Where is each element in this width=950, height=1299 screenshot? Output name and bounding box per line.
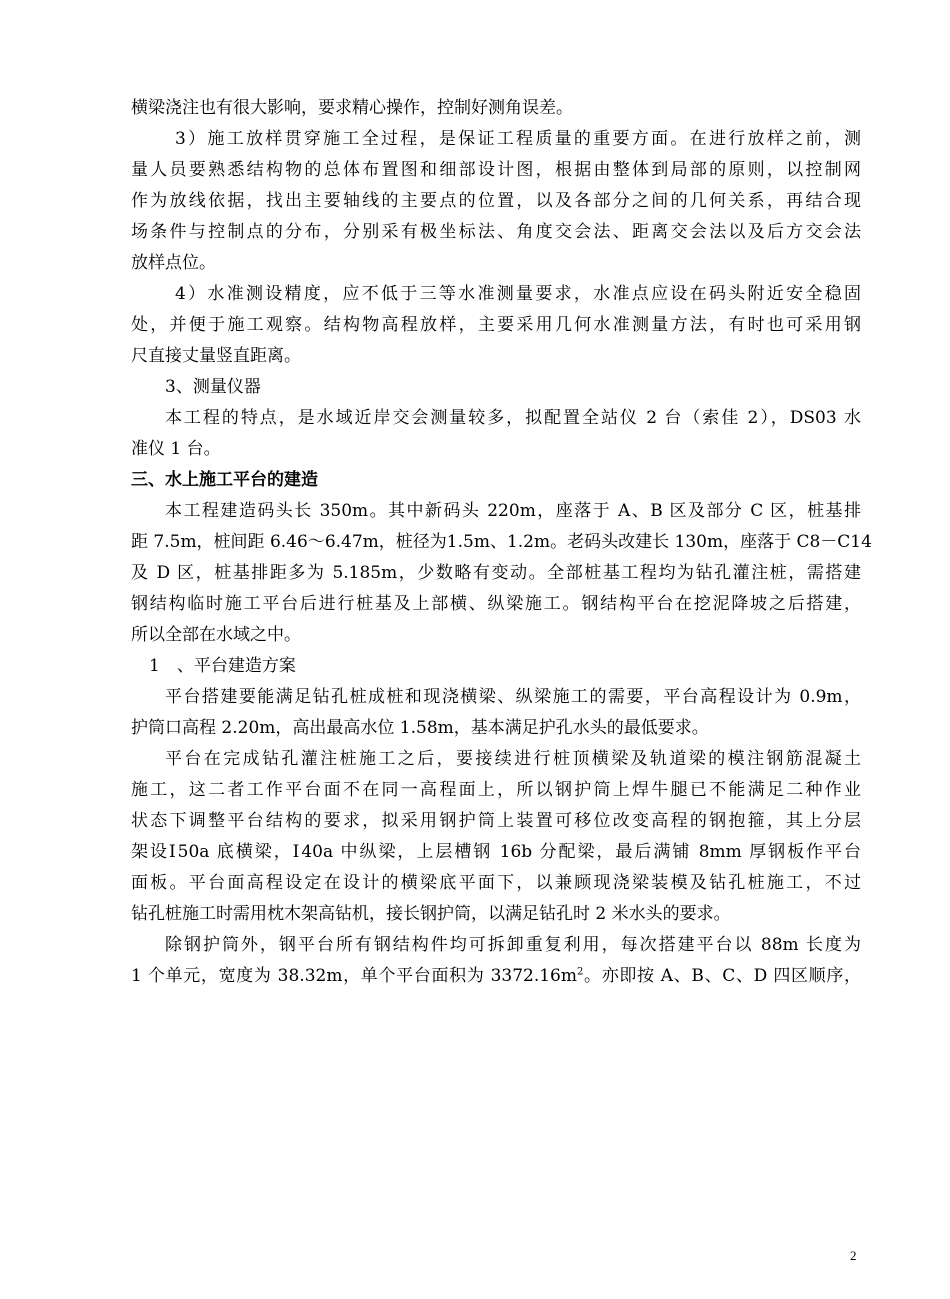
text-line: 面板。平台面高程设定在设计的横梁底平面下，以兼顾现浇梁装模及钻孔桩施工，不过 <box>131 873 861 893</box>
text-line: 4）水准测设精度，应不低于三等水准测量要求，水准点应设在码头附近安全稳固 <box>175 284 861 304</box>
text-line: 准仪 1 台。 <box>131 439 221 459</box>
text-line: 施工，这二者工作平台面不在同一高程面上，所以钢护筒上焊牛腿已不能满足二种作业 <box>131 780 861 800</box>
body-text <box>131 93 872 992</box>
text-line: 作为放线依据，找出主要轴线的主要点的位置，以及各部分之间的几何关系，再结合现 <box>131 191 861 211</box>
text-line: 钻孔桩施工时需用枕木架高钻机，接长钢护筒，以满足钻孔时 2 米水头的要求。 <box>131 904 731 924</box>
section-heading: 三、水上施工平台的建造 <box>131 470 318 490</box>
text-line: 钢结构临时施工平台后进行桩基及上部横、纵梁施工。钢结构平台在挖泥降坡之后搭建， <box>131 594 861 614</box>
text-line: 1 、平台建造方案 <box>149 656 296 676</box>
superscript: 2 <box>577 966 584 978</box>
text-line: 除钢护筒外，钢平台所有钢结构件均可拆卸重复利用，每次搭建平台以 88m 长度为 <box>165 935 861 955</box>
text-line: 平台搭建要能满足钻孔桩成桩和现浇横梁、纵梁施工的需要，平台高程设计为 0.9m， <box>165 687 861 707</box>
text-line: 横梁浇注也有很大影响，要求精心操作，控制好测角误差。 <box>131 98 573 118</box>
text-line: 尺直接丈量竖直距离。 <box>131 346 301 366</box>
text-line: 架设Ⅰ50a 底横梁，Ⅰ40a 中纵梁，上层槽钢 16b 分配梁，最后满铺 8mm 厚钢板作平台 <box>131 842 861 862</box>
text-line: 本工程的特点，是水域近岸交会测量较多，拟配置全站仪 2 台（索佳 2），DS03 水 <box>165 408 861 428</box>
text-line: 1 个单元，宽度为 38.32m，单个平台面积为 $3372.16m^2$。亦即按 A、B、C、D 四区顺序， <box>131 966 862 986</box>
text-line: 3）施工放样贯穿施工全过程，是保证工程质量的重要方面。在进行放样之前，测 <box>175 129 861 149</box>
text-line: 所以全部在水域之中。 <box>131 625 301 645</box>
text-line: 量人员要熟悉结构物的总体布置图和细部设计图，根据由整体到局部的原则，以控制网 <box>131 160 861 180</box>
text-line: 放样点位。 <box>131 253 216 273</box>
text-line: 及 D 区，桩基排距多为 5.185m，少数略有变动。全部桩基工程均为钻孔灌注桩，需搭建 <box>131 563 861 583</box>
text-line: 本工程建造码头长 350m。其中新码头 220m，座落于 A、B 区及部分 C 区，桩基排 <box>165 501 861 521</box>
text-line: 平台在完成钻孔灌注桩施工之后，要接续进行桩顶横梁及轨道梁的模注钢筋混凝土 <box>165 749 861 769</box>
text-line: 处，并便于施工观察。结构物高程放样，主要采用几何水准测量方法，有时也可采用钢 <box>131 315 861 335</box>
text-line: 距 7.5m，桩间距 6.46～6.47m，桩径为1.5m、1.2m。老码头改建长 130m，座落于 C8－C14 <box>131 532 872 552</box>
text-line: 3、测量仪器 <box>165 377 261 397</box>
text-line: 场条件与控制点的分布，分别采有极坐标法、角度交会法、距离交会法以及后方交会法 <box>131 222 861 242</box>
page-number: 2 <box>850 1248 857 1263</box>
text-line: 护筒口高程 2.20m，高出最高水位 1.58m，基本满足护孔水头的最低要求。 <box>131 718 709 738</box>
text-line: 状态下调整平台结构的要求，拟采用钢护筒上装置可移位改变高程的钢抱箍，其上分层 <box>131 811 861 831</box>
